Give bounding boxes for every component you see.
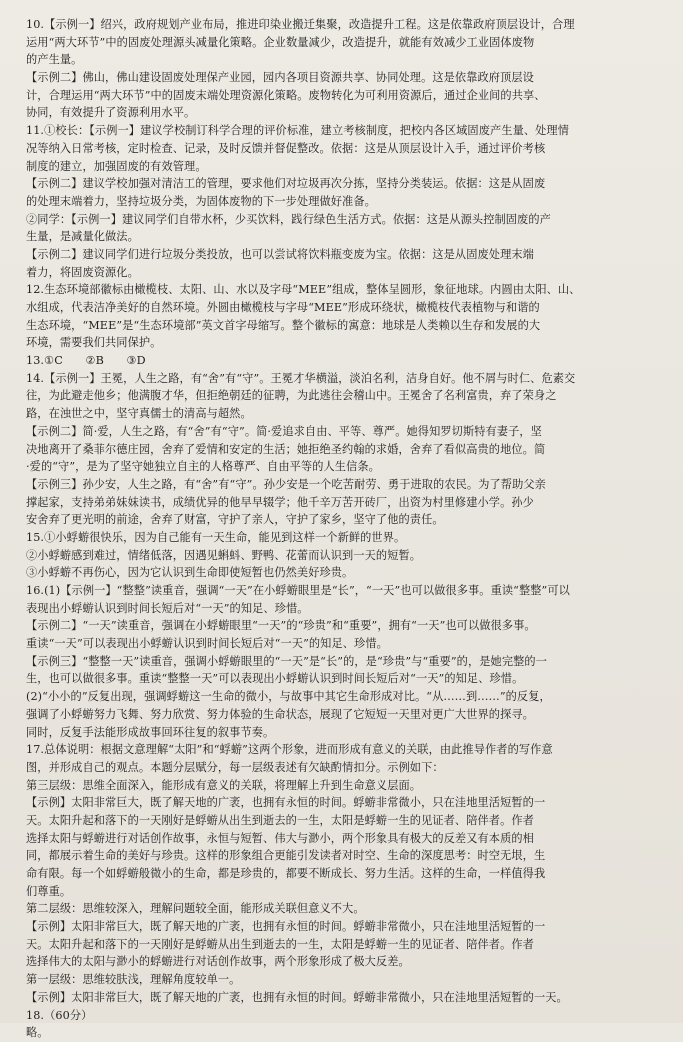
text-line: 决地离开了桑菲尔德庄园，舍弃了爱情和安定的生活；她拒绝圣约翰的求婚，舍弃了看似高贵的地位。简 — [26, 442, 546, 456]
text-line: 10.【示例一】绍兴，政府规划产业布局，推进印染业搬迁集聚，改造提升工程。这是依靠政府顶层设计，合理 — [26, 18, 575, 31]
text-line: ③小蜉蝣不再伤心，因为它认识到生命即使短暂也仍然美好珍贵。 — [26, 566, 354, 580]
text-line: ②同学：【示例一】建议同学们自带水杯，少买饮料，践行绿色生活方式。依据：这是从源头控制固废的产 — [26, 212, 551, 226]
text-line: 【示例三】“整整一天”读重音，强调小蜉蝣眼里的“一天”是“长”的，是“珍贵”与“重要”的，是她完整的一 — [26, 654, 547, 668]
text-line: 14.【示例一】王冕，人生之路，有“舍”有“守”。王冕才华横溢，淡泊名利，洁身自好。他不屑与时仁、危素交 — [26, 371, 576, 385]
text-line: 第一层级：思维较肤浅，理解角度较单一。 — [26, 973, 241, 987]
text-line: 16.(1)【示例一】“整整”读重音，强调“一天”在小蜉蝣眼里是“长”，“一天”也可以做很多事。重读“整整”可以 — [26, 584, 570, 597]
text-line: 往，为此避走他乡；他满腹才华，但拒绝朝廷的征聘，为此逃往会稽山中。王冕舍了名利富贵，弃了荣身之 — [26, 389, 557, 403]
text-line: 12.生态环境部徽标由橄榄枝、太阳、山、水以及字母“MEE”组成，整体呈圆形，象征地球。内圆由太阳、山、 — [26, 283, 581, 297]
text-line: 18.（60分） — [26, 1008, 93, 1022]
text-line: 同时，反复手法能形成故事回环往复的叙事节奏。 — [26, 725, 275, 739]
text-line: 【示例二】简·爱，人生之路，有“舍”有“守”。简·爱追求自由、平等、尊严。她得知罗切斯特有妻子，坚 — [26, 424, 542, 438]
text-line: 第二层级：思维较深入，理解问题较全面，能形成关联但意义不大。 — [26, 902, 365, 916]
text-line: 重读“一天”可以表现出小蜉蝣认识到时间长短后对“一天”的知足、珍惜。 — [26, 637, 388, 651]
text-line: 11.①校长：【示例一】建议学校制订科学合理的评价标准，建立考核制度，把校内各区域固废产生量、处理情 — [26, 124, 570, 138]
text-line: 运用“两大环节”中的固废处理源头减量化策略。企业数量减少，改造提升，就能有效减少工业固体废物 — [26, 35, 535, 49]
text-line: 们尊重。 — [26, 884, 72, 898]
text-line: 命有限。每一个如蜉蝣般微小的生命，都是珍贵的，都要不断成长、努力生活。这样的生命，一样值得我 — [26, 867, 546, 880]
text-line: 【示例三】孙少安，人生之路，有“舍”有“守”。孙少安是一个吃苦耐劳、勇于进取的农民。为了帮助父亲 — [26, 477, 546, 491]
text-line: 天。太阳升起和落下的一天刚好是蜉蝣从出生到逝去的一生，太阳是蜉蝣一生的见证者、陪伴者。作者 — [26, 813, 534, 827]
text-line: 图，并形成自己的观点。本题分层赋分，每一层级表述有欠缺酌情扣分。示例如下： — [26, 760, 444, 774]
text-line: 路，在浊世之中，坚守真儒士的清高与超然。 — [26, 407, 252, 421]
text-line: 【示例】太阳非常巨大，既了解天地的广袤，也拥有永恒的时间。蜉蝣非常微小，只在洼地里活短暂的一 — [26, 920, 546, 934]
text-line: 第三层级：思维全面深入，能形成有意义的关联，将理解上升到生命意义层面。 — [26, 778, 422, 792]
text-line: 撑起家，支持弟弟妹妹读书，成绩优异的他早早辍学；他千辛万苦开砖厂，出资为村里修建小学。孙少 — [26, 495, 534, 509]
answer-text-block — [26, 16, 666, 1042]
text-line: 的处理末端着力，坚持垃圾分类，为固体废物的下一步处理做好准备。 — [26, 194, 376, 208]
text-line: 着力，将固废资源化。 — [26, 265, 139, 279]
text-line: 环境，需要我们共同保护。 — [26, 336, 162, 350]
text-line: 同，都展示着生命的美好与珍贵。这样的形象组合更能引发读者对时空、生命的深度思考：时空无垠，生 — [26, 849, 546, 863]
text-line: 水组成，代表洁净美好的自然环境。外圆由橄榄枝与字母“MEE”形成环绕状，橄榄枝代表植物与和谐的 — [26, 301, 540, 314]
text-line: 选择太阳与蜉蝣进行对话创作故事，永恒与短暂、伟大与渺小，两个形象具有极大的反差又有本质的相 — [26, 831, 534, 845]
text-line: 生量，是减量化做法。 — [26, 230, 139, 244]
text-line: 生态环境，“MEE”是“生态环境部”英文首字母缩写。整个徽标的寓意：地球是人类赖以生存和发展的大 — [26, 318, 541, 332]
text-line: 生，也可以做很多事。重读“整整一天”可以表现出小蜉蝣认识到时间长短后对“一天”的知足、珍惜。 — [26, 672, 524, 686]
text-line: 略。 — [26, 1026, 49, 1040]
text-line: 的产生量。 — [26, 53, 83, 67]
text-line: 计，合理运用“两大环节”中的固废末端处理资源化策略。废物转化为可利用资源后，通过企业间的共享、 — [26, 88, 546, 102]
text-line: 选择伟大的太阳与渺小的蜉蝣进行对话创作故事，两个形象形成了极大反差。 — [26, 955, 410, 969]
text-line: 15.①小蜉蝣很快乐，因为自己能有一天生命，能见到这样一个新鲜的世界。 — [26, 530, 406, 544]
text-line: (2)“小小的”反复出现，强调蜉蝣这一生命的微小，与故事中其它生命形成对比。“从……到……”的反复， — [26, 690, 551, 704]
text-line: 表现出小蜉蝣认识到时间长短后对“一天”的知足、珍惜。 — [26, 601, 309, 615]
text-line: 强调了小蜉蝣努力飞舞、努力欣赏、努力体验的生命状态，展现了它短短一天里对更广大世界的探寻。 — [26, 707, 534, 721]
text-line: 【示例二】“一天”读重音，强调在小蜉蝣眼里“一天”的“珍贵”和“重要”，拥有“一天”也可以做很多事。 — [26, 619, 536, 633]
text-line: 【示例】太阳非常巨大，既了解天地的广袤，也拥有永恒的时间。蜉蝣非常微小，只在洼地里活短暂的一天。 — [26, 990, 568, 1004]
text-line: 【示例】太阳非常巨大，既了解天地的广袤，也拥有永恒的时间。蜉蝣非常微小，只在洼地里活短暂的一 — [26, 796, 546, 810]
text-line: 【示例二】建议学校加强对清洁工的管理，要求他们对垃圾再次分拣，坚持分类装运。依据：这是从固废 — [26, 177, 546, 191]
text-line: ·爱的“守”，是为了坚守她独立自主的人格尊严、自由平等的人生信条。 — [26, 460, 380, 474]
text-line: 安舍弃了更光明的前途，舍弃了财富，守护了亲人，守护了家乡，坚守了他的责任。 — [26, 513, 444, 527]
text-line: 【示例二】佛山，佛山建设固废处理保产业园，园内各项目资源共享、协同处理。这是依靠政府顶层设 — [26, 71, 534, 85]
text-line: 13.①C ②B ③D — [26, 354, 146, 368]
text-line: 协同，有效提升了资源利用水平。 — [26, 106, 196, 120]
text-line: 天。太阳升起和落下的一天刚好是蜉蝣从出生到逝去的一生，太阳是蜉蝣一生的见证者、陪伴者。作者 — [26, 937, 534, 951]
text-line: 17.总体说明：根据文意理解“太阳”和“蜉蝣”这两个形象，进而形成有意义的关联，由此推导作者的写作意 — [26, 743, 553, 757]
text-line: 制度的建立，加强固废的有效管理。 — [26, 159, 207, 173]
text-line: ②小蜉蝣感到难过，情绪低落，因遇见蝌蚪、野鸭、花蕾而认识到一天的短暂。 — [26, 548, 422, 562]
text-line: 况等纳入日常考核，定时检查、记录，及时反馈并督促整改。依据：这是从顶层设计入手，通过评价考核 — [26, 141, 546, 155]
text-line: 【示例二】建议同学们进行垃圾分类投放，也可以尝试将饮料瓶变废为宝。依据：这是从固废处理末端 — [26, 247, 534, 261]
